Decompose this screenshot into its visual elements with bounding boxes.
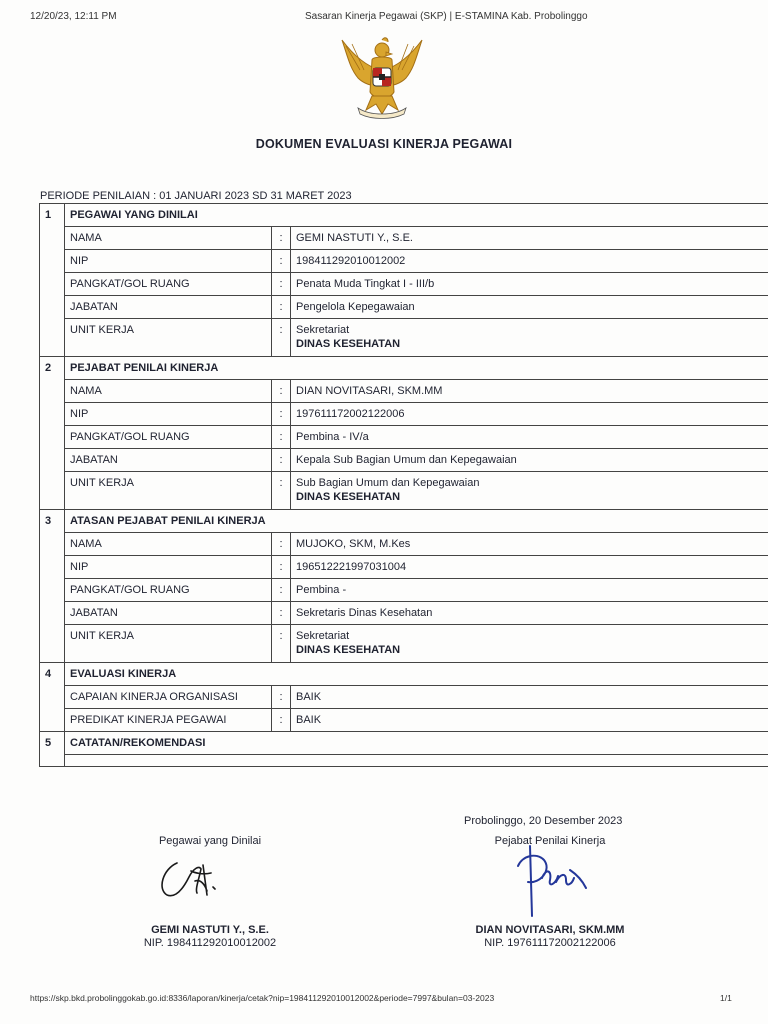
row-label: NAMA (65, 380, 272, 403)
row-colon: : (272, 472, 291, 510)
assessment-period: PERIODE PENILAIAN : 01 JANUARI 2023 SD 31 MARET 2023 (40, 190, 352, 202)
section-header (40, 204, 768, 227)
row-label: NIP (65, 556, 272, 579)
table-row (40, 296, 768, 319)
notes-row (40, 755, 768, 767)
row-value (291, 319, 768, 357)
row-label: JABATAN (65, 602, 272, 625)
table-row (40, 625, 768, 663)
row-colon: : (272, 250, 291, 273)
row-value: Pengelola Kepegawaian (291, 296, 768, 319)
row-label: UNIT KERJA (65, 472, 272, 510)
row-value: GEMI NASTUTI Y., S.E. (291, 227, 768, 250)
row-value: Pembina - IV/a (291, 426, 768, 449)
table-row (40, 449, 768, 472)
row-value: Kepala Sub Bagian Umum dan Kepegawaian (291, 449, 768, 472)
section-title: PEJABAT PENILAI KINERJA (65, 357, 768, 380)
page-number: 1/1 (720, 993, 732, 1003)
row-colon: : (272, 533, 291, 556)
row-value: 197611172002122006 (291, 403, 768, 426)
row-label: NAMA (65, 533, 272, 556)
row-colon: : (272, 602, 291, 625)
row-colon: : (272, 296, 291, 319)
section-title: PEGAWAI YANG DINILAI (65, 204, 768, 227)
row-colon: : (272, 273, 291, 296)
row-label: NIP (65, 403, 272, 426)
place-date: Probolinggo, 20 Desember 2023 (464, 815, 623, 827)
agency-name: DINAS KESEHATAN (296, 491, 401, 503)
right-signer-role: Pejabat Penilai Kinerja (494, 835, 606, 847)
row-colon: : (272, 426, 291, 449)
unit-name: Sekretariat (296, 324, 350, 336)
row-colon: : (272, 403, 291, 426)
table-row (40, 709, 768, 732)
table-row (40, 556, 768, 579)
table-row (40, 250, 768, 273)
row-colon: : (272, 625, 291, 663)
table-row (40, 472, 768, 510)
left-signer-role: Pegawai yang Dinilai (158, 835, 262, 847)
row-value: Penata Muda Tingkat I - III/b (291, 273, 768, 296)
print-datetime: 12/20/23, 12:11 PM (30, 11, 117, 22)
row-colon: : (272, 319, 291, 357)
section-title: EVALUASI KINERJA (65, 663, 768, 686)
table-row (40, 273, 768, 296)
section-header (40, 732, 768, 755)
section-number: 4 (40, 663, 65, 686)
row-label: UNIT KERJA (65, 625, 272, 663)
row-colon: : (272, 380, 291, 403)
print-page-title: Sasaran Kinerja Pegawai (SKP) | E-STAMINA Kab. Probolinggo (305, 11, 588, 22)
garuda-pancasila-emblem (336, 30, 428, 122)
row-value (291, 472, 768, 510)
section-header (40, 663, 768, 686)
row-colon: : (272, 227, 291, 250)
table-row (40, 227, 768, 250)
row-label: PREDIKAT KINERJA PEGAWAI (65, 709, 272, 732)
section-number: 5 (40, 732, 65, 755)
notes-content (65, 755, 768, 767)
section-number: 3 (40, 510, 65, 533)
row-label: PANGKAT/GOL RUANG (65, 426, 272, 449)
section-title: ATASAN PEJABAT PENILAI KINERJA (65, 510, 768, 533)
unit-name: Sekretariat (296, 630, 350, 642)
table-row (40, 403, 768, 426)
row-label: CAPAIAN KINERJA ORGANISASI (65, 686, 272, 709)
left-signature-image (155, 855, 225, 905)
row-label: JABATAN (65, 296, 272, 319)
row-value (291, 625, 768, 663)
section-number: 2 (40, 357, 65, 380)
row-colon: : (272, 579, 291, 602)
row-label: UNIT KERJA (65, 319, 272, 357)
section-header (40, 510, 768, 533)
agency-name: DINAS KESEHATAN (296, 338, 401, 350)
row-value: MUJOKO, SKM, M.Kes (291, 533, 768, 556)
table-row (40, 579, 768, 602)
row-label: NAMA (65, 227, 272, 250)
row-colon: : (272, 556, 291, 579)
row-value: 198411292010012002 (291, 250, 768, 273)
row-label: PANGKAT/GOL RUANG (65, 273, 272, 296)
section-header (40, 357, 768, 380)
row-value: Pembina - (291, 579, 768, 602)
evaluation-table (39, 203, 768, 767)
row-colon: : (272, 686, 291, 709)
row-value: BAIK (291, 686, 768, 709)
row-value: DIAN NOVITASARI, SKM.MM (291, 380, 768, 403)
right-signature-image (500, 838, 590, 923)
row-colon: : (272, 449, 291, 472)
agency-name: DINAS KESEHATAN (296, 644, 401, 656)
section-number: 1 (40, 204, 65, 227)
right-signer-nip: NIP. 197611172002122006 (484, 937, 616, 949)
print-url: https://skp.bkd.probolinggokab.go.id:8336/laporan/kinerja/cetak?nip=198411292010012002&periode=7997&bulan=03-2023 (30, 993, 495, 1003)
table-row (40, 602, 768, 625)
right-signer-name: DIAN NOVITASARI, SKM.MM (475, 924, 625, 936)
table-row (40, 426, 768, 449)
document-title: DOKUMEN EVALUASI KINERJA PEGAWAI (255, 137, 513, 151)
table-row (40, 380, 768, 403)
left-signer-name: GEMI NASTUTI Y., S.E. (151, 924, 269, 936)
section-title: CATATAN/REKOMENDASI (65, 732, 768, 755)
row-value: Sekretaris Dinas Kesehatan (291, 602, 768, 625)
row-colon: : (272, 709, 291, 732)
left-signer-nip: NIP. 198411292010012002 (143, 937, 277, 949)
row-value: 196512221997031004 (291, 556, 768, 579)
row-label: PANGKAT/GOL RUANG (65, 579, 272, 602)
table-row (40, 319, 768, 357)
table-row (40, 533, 768, 556)
unit-name: Sub Bagian Umum dan Kepegawaian (296, 477, 480, 489)
table-row (40, 686, 768, 709)
row-label: JABATAN (65, 449, 272, 472)
row-label: NIP (65, 250, 272, 273)
row-value: BAIK (291, 709, 768, 732)
